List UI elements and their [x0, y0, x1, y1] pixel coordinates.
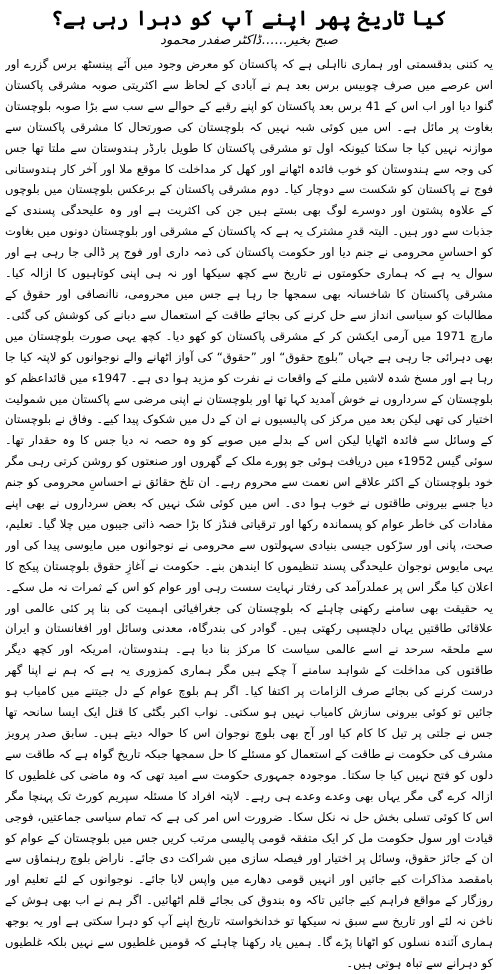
article-byline: صبح بخیر……ڈاکٹر صفدر محمود — [160, 33, 338, 48]
article-headline: کیا تاریخ پھر اپنے آپ کو دہرا رہی ہے؟ — [51, 6, 447, 30]
article-body: یہ کتنی بدقسمتی اور ہماری نااہلی ہے کہ پاکستان کو معرض وجود میں آئے پینسٹھ برس گزرے اور اس عرصے میں صرف چوبیس برس بعد ہم نے آبادی کے لحاظ سے اکثریتی صوبہ مشرقی پاکستان گنوا دیا اور اب اس کے 41 برس بعد پاکستان کو اپنے رقبے کے حوالے سے سب سے بڑا صوبہ بلوچستان بغاوت پر مائل ہے۔ اس میں کوئی شبہ نہیں کہ بلوچستان کی صورتحال کا مشرقی پاکستان سے موازنہ نہیں کیا جا سکتا کیونکہ اول تو مشرقی پاکستان کا طویل بارڈر ہندوستان سے ملتا تھا جس کی وجہ سے ہندوستان کو خوب فائدہ اٹھانے اور کھل کر مداخلت کا موقع ملا اور آخر کار ہندوستانی فوج نے پاکستان کو شکست سے دوچار کیا۔ دوم مشرقی پاکستان کے برعکس بلوچستان میں بلوچوں کے علاوہ پشتون اور دوسرے لوگ بھی بستے ہیں جن کی اکثریت ہے اور وہ علیحدگی پسندی کے جذبات سے دور ہیں۔ الیتہ قدرِ مشترک یہ ہے کہ پاکستان کے مشرقی اور بلوچستان دونوں میں بغاوت کو احساسِ محرومی نے جنم دیا اور حکومت پاکستان کی ذمہ داری اور فوج پر ڈالی جا رہی ہے اور سوال یہ ہے کہ ہماری حکومتوں نے تاریخ سے کچھ سیکھا اور نہ ہی اپنی کوتاہیوں کا ازالہ کیا۔ مشرقی پاکستان کا شاخسانہ بھی سمجھا جا رہا ہے جس میں محرومی، ناانصافی اور حقوق کے مطالبات کو سیاسی انداز سے حل کرنے کی بجائے طاقت کے استعمال سے دبانے کی کوشش کی گئی۔ مارچ 1971 میں آرمی ایکشن کر کے مشرقی پاکستان کو کھو دیا۔ کچھ یہی صورت بلوچستان میں بھی دہرائی جا رہی ہے جہاں ”بلوچ حقوق“ اور ”حقوق“ کی آواز اٹھانے والے نوجوانوں کو لاپتہ کیا جا رہا ہے اور مسخ شدہ لاشیں ملنے کے واقعات نے نفرت کو مزید ہوا دی ہے۔ 1947ء میں قائداعظم کو بلوچستان کے سرداروں نے خوش آمدید کہا تھا اور بلوچستان نے اپنی مرضی سے پاکستان میں شمولیت اختیار کی تھی لیکن بعد میں مرکز کی پالیسیوں نے ان کے دل میں شکوک پیدا کیے۔ وفاق نے بلوچستان کے وسائل سے فائدہ اٹھایا لیکن اس کے بدلے میں صوبے کو وہ حصہ نہ دیا جس کا وہ حقدار تھا۔ سوئی گیس 1952ء میں دریافت ہوئی جو پورے ملک کے گھروں اور صنعتوں کو روشن کرتی رہی مگر خود بلوچستان کے اکثر علاقے اس نعمت سے محروم رہے۔ ان تلخ حقائق نے احساسِ محرومی کو جنم دیا جسے بیرونی طاقتوں نے خوب ہوا دی۔ اس میں کوئی شک نہیں کہ بعض سرداروں نے بھی اپنے مفادات کی خاطر عوام کو پسماندہ رکھا اور ترقیاتی فنڈز کا بڑا حصہ ذاتی جیبوں میں چلا گیا۔ تعلیم، صحت، پانی اور سڑکوں جیسی بنیادی سہولتوں سے محرومی نے نوجوانوں میں مایوسی پیدا کی اور یہی مایوس نوجوان علیحدگی پسند تنظیموں کا ایندھن بنے۔ حکومت نے آغازِ حقوق بلوچستان پیکج کا اعلان کیا مگر اس پر عملدرآمد کی رفتار نہایت سست رہی اور عوام کو اس کے ثمرات نہ مل سکے۔ یہ حقیقت بھی سامنے رکھنی چاہئے کہ بلوچستان کی جغرافیائی اہمیت کی بنا پر کئی عالمی اور علاقائی طاقتیں یہاں دلچسپی رکھتی ہیں۔ گوادر کی بندرگاہ، معدنی وسائل اور افغانستان و ایران سے ملحقہ سرحد نے اسے عالمی سیاست کا مرکز بنا دیا ہے۔ ہندوستان، امریکہ اور کچھ دیگر طاقتوں کی مداخلت کے شواہد سامنے آ چکے ہیں مگر ہماری کمزوری یہ ہے کہ ہم نے اپنا گھر درست کرنے کی بجائے صرف الزامات پر اکتفا کیا۔ اگر ہم بلوچ عوام کے دل جیتنے میں کامیاب ہو جائیں تو کوئی بیرونی سازش کامیاب نہیں ہو سکتی۔ نواب اکبر بگٹی کا قتل ایک ایسا سانحہ تھا جس نے جلتی پر تیل کا کام کیا اور آج بھی بلوچ نوجوان اس کا حوالہ دیتے ہیں۔ سابق صدر پرویز مشرف کی حکومت نے طاقت کے استعمال کو مسئلے کا حل سمجھا جبکہ تاریخ گواہ ہے کہ طاقت سے دلوں کو فتح نہیں کیا جا سکتا۔ موجودہ جمہوری حکومت سے امید تھی کہ وہ ماضی کی غلطیوں کا ازالہ کرے گی مگر یہاں بھی وعدے وعدے ہی رہے۔ لاپتہ افراد کا مسئلہ سپریم کورٹ تک پہنچا مگر اس کا کوئی تسلی بخش حل نہ نکل سکا۔ ضرورت اس امر کی ہے کہ تمام سیاسی جماعتیں، فوجی قیادت اور سول حکومت مل کر ایک متفقہ قومی پالیسی مرتب کریں جس میں بلوچستان کے عوام کو ان کے جائز حقوق، وسائل پر اختیار اور فیصلہ سازی میں شراکت دی جائے۔ ناراض بلوچ رہنماؤں سے بامقصد مذاکرات کیے جائیں اور انہیں قومی دھارے میں واپس لایا جائے۔ نوجوانوں کے لئے تعلیم اور روزگار کے مواقع فراہم کیے جائیں تاکہ وہ بندوق کی بجائے قلم اٹھائیں۔ اگر ہم نے اب بھی ہوش کے ناخن نہ لئے اور تاریخ سے سبق نہ سیکھا تو خدانخواستہ تاریخ اپنے آپ کو دہرا سکتی ہے اور یہ بوجھ ہماری آئندہ نسلوں کو اٹھانا پڑے گا۔ ہمیں یاد رکھنا چاہئے کہ قومیں غلطیوں سے نہیں بلکہ غلطیوں کو دہرانے سے تباہ ہوتی ہیں۔ — [5, 57, 493, 970]
